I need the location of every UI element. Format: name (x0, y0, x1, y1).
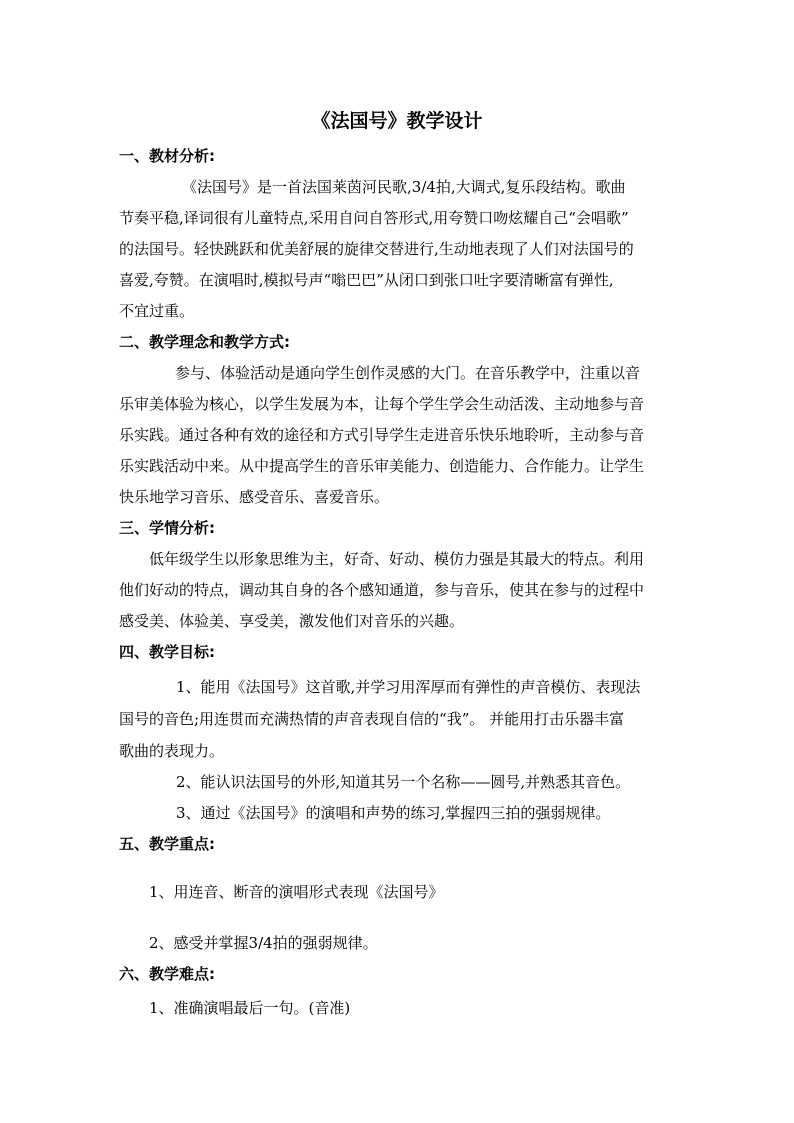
paragraph-line: 国号的音色;用连贯而充满热情的声音表现自信的“我”。 并能用打击乐器丰富 (119, 710, 625, 728)
paragraph-line: 参与、体验活动是通向学生创作灵感的大门。在音乐教学中，注重以音 (175, 364, 641, 382)
paragraph-line: 1、用连音、断音的演唱形式表现《法国号》 (149, 883, 444, 901)
section-heading-key-points: 五、教学重点: (119, 835, 215, 853)
paragraph-line: 3、通过《法国号》的演唱和声势的练习,掌握四三拍的强弱规律。 (176, 804, 611, 822)
section-heading-difficulties: 六、教学难点: (119, 965, 215, 983)
document-title: 《法国号》教学设计 (311, 110, 483, 132)
paragraph-line: 快乐地学习音乐、感受音乐、喜爱音乐。 (119, 488, 390, 506)
paragraph-line: 喜爱,夸赞。在演唱时,模拟号声“嗡巴巴”从闭口到张口吐字要清晰富有弹性, (119, 271, 614, 289)
paragraph-line: 1、准确演唱最后一句。(音准) (149, 999, 351, 1017)
paragraph-line: 低年级学生以形象思维为主，好奇、好动、模仿力强是其最大的特点。利用 (149, 550, 645, 568)
paragraph-line: 节奏平稳,译词很有儿童特点,采用自问自答形式,用夸赞口吻炫耀自己“会唱歌” (119, 209, 629, 227)
paragraph-line: 2、能认识法国号的外形,知道其另一个名称——圆号,并熟悉其音色。 (176, 773, 631, 791)
section-heading-learners: 三、学情分析: (119, 519, 215, 537)
paragraph-line: 歌曲的表现力。 (119, 742, 225, 760)
section-heading-philosophy: 二、教学理念和教学方式: (119, 333, 290, 351)
paragraph-line: 乐实践。通过各种有效的途径和方式引导学生走进音乐快乐地聆听，主动参与音 (119, 426, 645, 444)
paragraph-line: 他们好动的特点，调动其自身的各个感知通道，参与音乐，使其在参与的过程中 (119, 581, 645, 599)
paragraph-line: 乐实践活动中来。从中提高学生的音乐审美能力、创造能力、合作能力。让学生 (119, 457, 645, 475)
paragraph-line: 感受美、体验美、享受美，激发他们对音乐的兴趣。 (119, 612, 465, 630)
section-heading-objectives: 四、教学目标: (119, 643, 215, 661)
paragraph-line: 《法国号》是一首法国莱茵河民歌,3/4拍,大调式,复乐段结构。歌曲 (182, 178, 626, 196)
paragraph-line: 2、感受并掌握3/4拍的强弱规律。 (149, 934, 378, 952)
paragraph-line: 乐审美体验为核心，以学生发展为本，让每个学生学会生动活泼、主动地参与音 (119, 395, 645, 413)
paragraph-line: 不宜过重。 (119, 302, 195, 320)
section-heading-materials: 一、教材分析: (119, 147, 215, 165)
paragraph-line: 的法国号。轻快跳跃和优美舒展的旋律交替进行,生动地表现了人们对法国号的 (119, 240, 634, 258)
paragraph-line: 1、能用《法国号》这首歌,并学习用浑厚而有弹性的声音模仿、表现法 (176, 678, 641, 696)
